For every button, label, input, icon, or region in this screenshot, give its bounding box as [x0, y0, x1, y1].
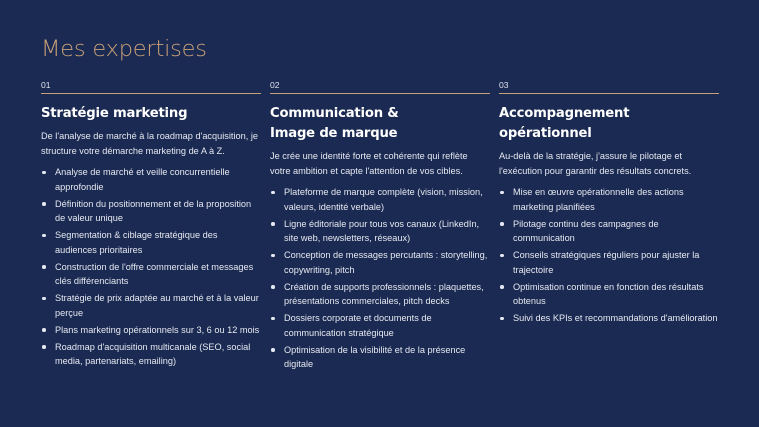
column-number: 02 [270, 80, 490, 94]
list-item: Conception de messages percutants : storytelling, copywriting, pitch [270, 248, 490, 277]
list-item: Optimisation continue en fonction des résultats obtenus [499, 280, 719, 309]
list-item: Création de supports professionnels : plaquettes, présentations commerciales, pitch decks [270, 280, 490, 309]
expertise-column-communication [270, 80, 490, 374]
column-description: De l'analyse de marché à la roadmap d'acquisition, je structure votre démarche marketing de A à Z. [41, 131, 258, 156]
list-item: Construction de l'offre commerciale et messages clés différenciants [41, 260, 261, 289]
column-number: 01 [41, 80, 261, 94]
list-item: Stratégie de prix adaptée au marché et à la valeur perçue [41, 291, 261, 320]
column-number: 03 [499, 80, 719, 94]
column-title [270, 104, 490, 144]
column-title-line: Image de marque [270, 126, 398, 141]
column-list [499, 185, 719, 326]
column-title-line: Accompagnement [499, 106, 630, 121]
expertise-column-strategy [41, 80, 261, 374]
list-item: Plans marketing opérationnels sur 3, 6 ou 12 mois [41, 323, 261, 338]
list-item: Plateforme de marque complète (vision, mission, valeurs, identité verbale) [270, 185, 490, 214]
column-title-line: opérationnel [499, 126, 592, 141]
list-item: Pilotage continu des campagnes de communication [499, 217, 719, 246]
list-item: Segmentation & ciblage stratégique des audiences prioritaires [41, 228, 261, 257]
column-list [41, 165, 261, 369]
column-description: Je crée une identité forte et cohérente qui reflète votre ambition et capte l'attention de vos cibles. [270, 151, 468, 176]
list-item: Ligne éditoriale pour tous vos canaux (LinkedIn, site web, newsletters, réseaux) [270, 217, 490, 246]
page-title: Mes expertises [41, 36, 207, 62]
list-item: Mise en œuvre opérationnelle des actions marketing planifiées [499, 185, 719, 214]
column-title [499, 104, 719, 144]
list-item: Définition du positionnement et de la proposition de valeur unique [41, 197, 261, 226]
column-description: Au-delà de la stratégie, j'assure le pilotage et l'exécution pour garantir des résultats concrets. [499, 151, 692, 176]
list-item: Conseils stratégiques réguliers pour ajuster la trajectoire [499, 248, 719, 277]
list-item: Optimisation de la visibilité et de la présence digitale [270, 343, 490, 372]
expertise-columns [41, 80, 718, 374]
list-item: Suivi des KPIs et recommandations d'amélioration [499, 311, 719, 326]
column-title-line: Stratégie marketing [41, 106, 188, 121]
column-title-line: Communication & [270, 106, 399, 121]
column-title [41, 104, 261, 124]
list-item: Analyse de marché et veille concurrentielle approfondie [41, 165, 261, 194]
column-list [270, 185, 490, 372]
list-item: Dossiers corporate et documents de communication stratégique [270, 311, 490, 340]
expertise-column-operations [499, 80, 719, 374]
list-item: Roadmap d'acquisition multicanale (SEO, social media, partenariats, emailing) [41, 340, 261, 369]
